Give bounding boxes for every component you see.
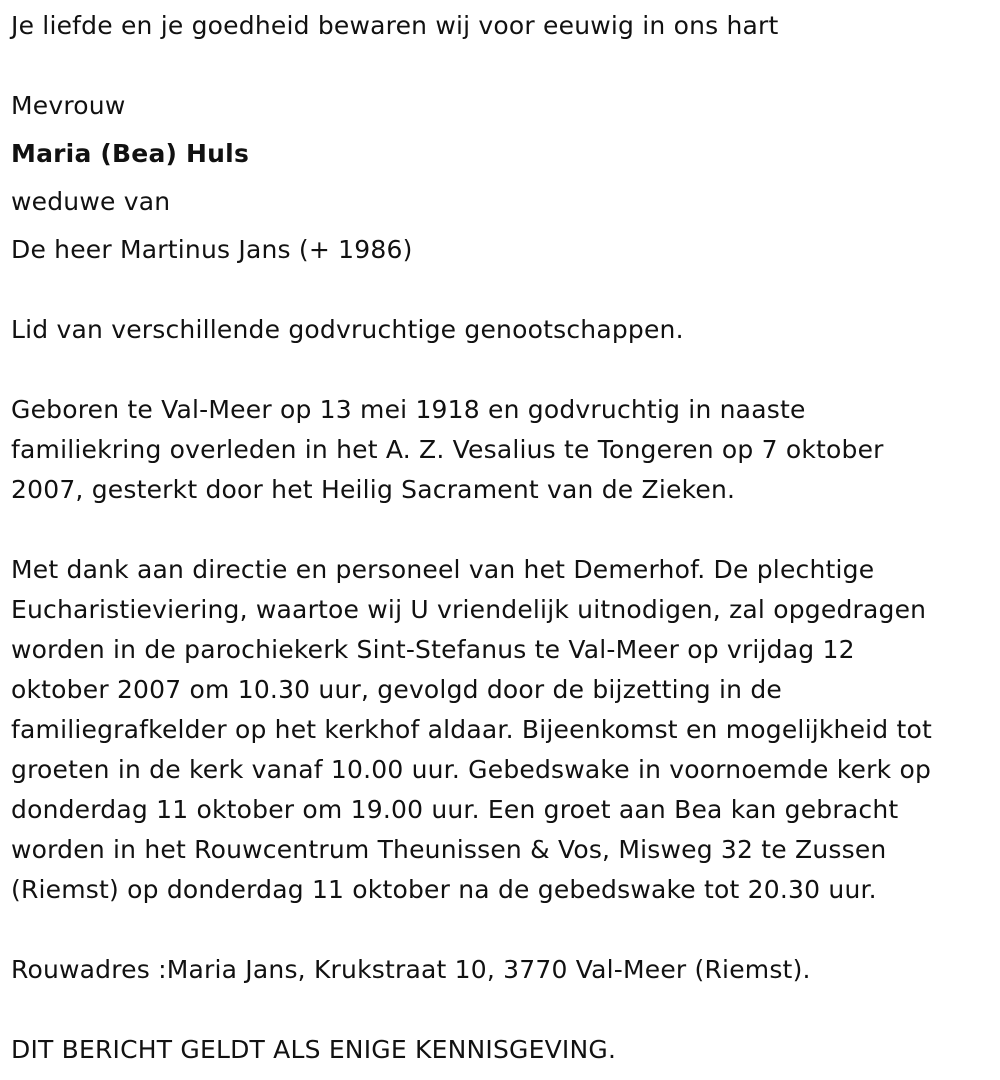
spouse-name: De heer Martinus Jans (+ 1986) (11, 235, 413, 264)
paragraph-line: familiekring overleden in het A. Z. Vesalius te Tongeren op 7 oktober (11, 435, 884, 464)
birth-death-paragraph (11, 390, 884, 510)
paragraph-line: 2007, gesterkt door het Heilig Sacrament van de Zieken. (11, 475, 736, 504)
paragraph-line: worden in de parochiekerk Sint-Stefanus te Val-Meer op vrijdag 12 (11, 635, 855, 664)
paragraph-line: worden in het Rouwcentrum Theunissen & Vos, Misweg 32 te Zussen (11, 835, 887, 864)
deceased-name: Maria (Bea) Huls (11, 139, 250, 168)
closing-notice: DIT BERICHT GELDT ALS ENIGE KENNISGEVING. (11, 1035, 617, 1064)
service-details-paragraph (11, 550, 932, 910)
paragraph-line: Met dank aan directie en personeel van het Demerhof. De plechtige (11, 555, 875, 584)
mourning-address: Rouwadres :Maria Jans, Krukstraat 10, 3770 Val-Meer (Riemst). (11, 955, 811, 984)
paragraph-line: (Riemst) op donderdag 11 oktober na de gebedswake tot 20.30 uur. (11, 875, 877, 904)
paragraph-line: oktober 2007 om 10.30 uur, gevolgd door de bijzetting in de (11, 675, 783, 704)
widow-label: weduwe van (11, 187, 171, 216)
paragraph-line: Eucharistieviering, waartoe wij U vriendelijk uitnodigen, zal opgedragen (11, 595, 927, 624)
membership-text: Lid van verschillende godvruchtige genootschappen. (11, 315, 684, 344)
tagline: Je liefde en je goedheid bewaren wij voor eeuwig in ons hart (11, 11, 779, 40)
paragraph-line: Geboren te Val-Meer op 13 mei 1918 en godvruchtig in naaste (11, 395, 806, 424)
honorific-title: Mevrouw (11, 91, 126, 120)
paragraph-line: donderdag 11 oktober om 19.00 uur. Een groet aan Bea kan gebracht (11, 795, 899, 824)
paragraph-line: groeten in de kerk vanaf 10.00 uur. Gebedswake in voornoemde kerk op (11, 755, 932, 784)
paragraph-line: familiegrafkelder op het kerkhof aldaar. Bijeenkomst en mogelijkheid tot (11, 715, 933, 744)
